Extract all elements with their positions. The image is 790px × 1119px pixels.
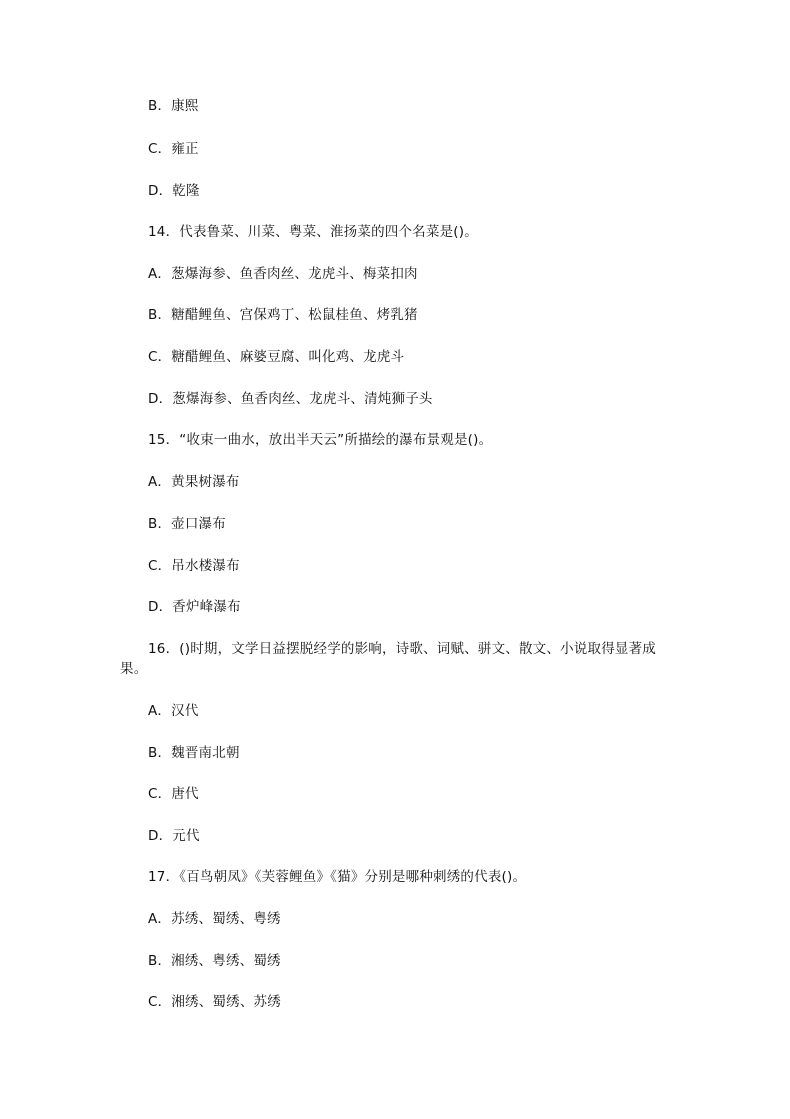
option-a-q16: A．汉代 <box>148 703 199 719</box>
option-c-q15: C．吊水楼瀑布 <box>148 558 240 574</box>
question-17: 17．《百鸟朝凤》《芙蓉鲤鱼》《猫》分别是哪种刺绣的代表()。 <box>148 869 527 885</box>
option-d-q13: D．乾隆 <box>148 183 200 199</box>
option-a-q14: A．葱爆海参、鱼香肉丝、龙虎斗、梅菜扣肉 <box>148 266 418 282</box>
option-c-q17: C．湘绣、蜀绣、苏绣 <box>148 994 281 1010</box>
option-c-q13: C．雍正 <box>148 141 199 157</box>
option-c-q16: C．唐代 <box>148 786 199 802</box>
option-b-q13: B．康熙 <box>148 98 199 114</box>
question-16-continued: 果。 <box>120 661 148 677</box>
option-b-q17: B．湘绣、粤绣、蜀绣 <box>148 953 281 969</box>
option-b-q16: B．魏晋南北朝 <box>148 745 240 761</box>
option-a-q17: A．苏绣、蜀绣、粤绣 <box>148 911 281 927</box>
question-14: 14．代表鲁菜、川菜、粤菜、淮扬菜的四个名菜是()。 <box>148 224 478 240</box>
option-b-q15: B．壶口瀑布 <box>148 516 226 532</box>
option-d-q14: D．葱爆海参、鱼香肉丝、龙虎斗、清炖狮子头 <box>148 391 433 407</box>
question-15: 15．“收束一曲水，放出半天云”所描绘的瀑布景观是()。 <box>148 432 493 448</box>
option-d-q15: D．香炉峰瀑布 <box>148 599 241 615</box>
option-a-q15: A．黄果树瀑布 <box>148 474 240 490</box>
option-b-q14: B．糖醋鲤鱼、宫保鸡丁、松鼠桂鱼、烤乳猪 <box>148 307 418 323</box>
option-c-q14: C．糖醋鲤鱼、麻婆豆腐、叫化鸡、龙虎斗 <box>148 349 405 365</box>
question-16: 16．()时期，文学日益摆脱经学的影响，诗歌、词赋、骈文、散文、小说取得显著成 <box>148 641 657 657</box>
option-d-q16: D．元代 <box>148 828 200 844</box>
